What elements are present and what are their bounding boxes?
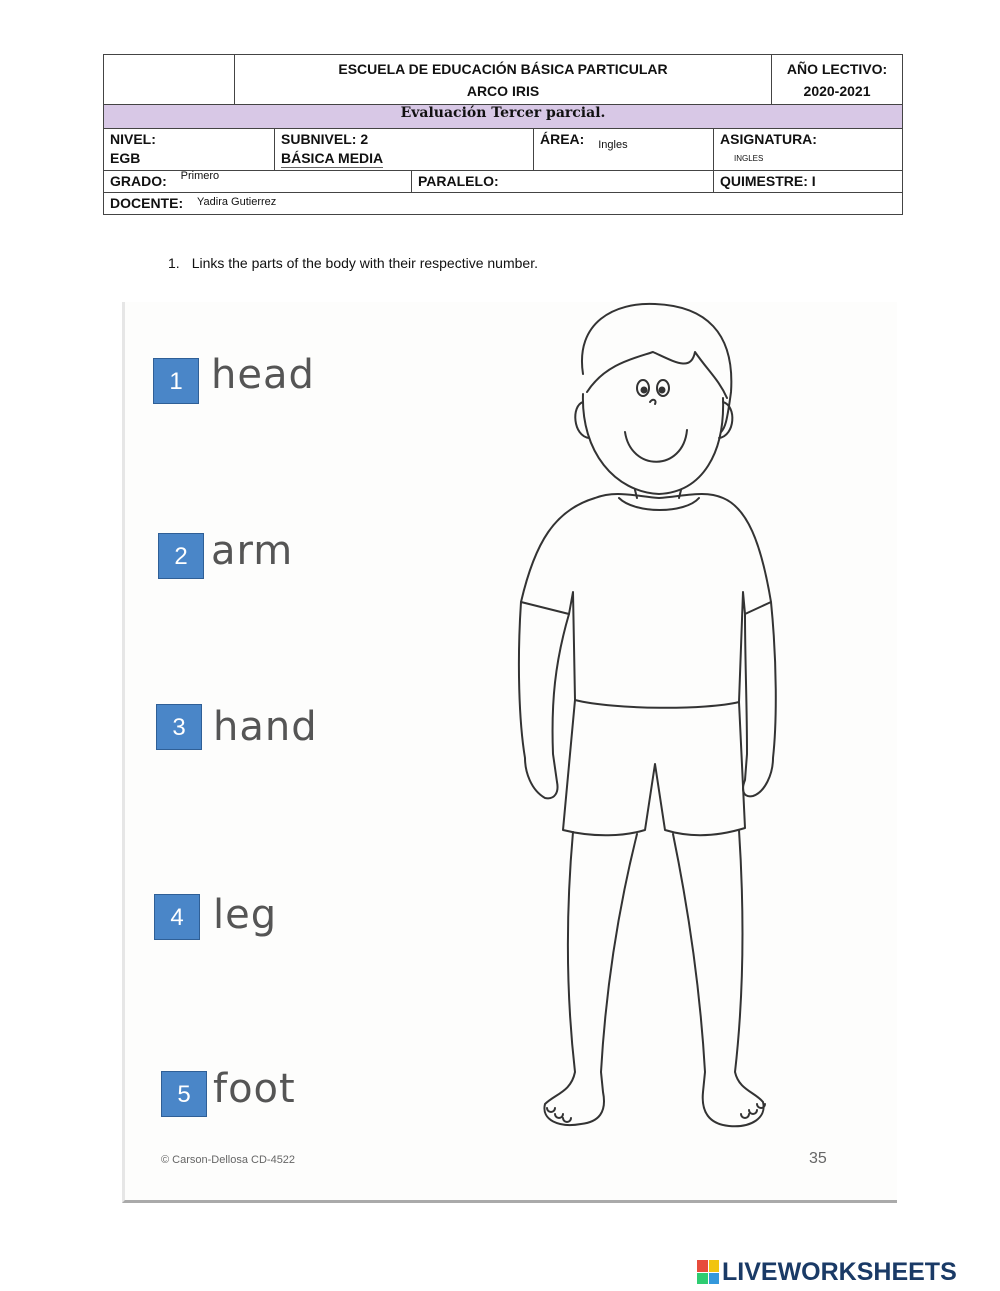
area-label: ÁREA: xyxy=(540,131,585,147)
nose xyxy=(650,400,656,404)
school-line-2: ARCO IRIS xyxy=(466,83,540,99)
docente-label: DOCENTE: xyxy=(110,195,184,211)
mouth xyxy=(625,430,687,462)
number-box-1[interactable]: 1 xyxy=(153,358,199,404)
logo-text: LIVEWORKSHEETS xyxy=(722,1257,957,1286)
subnivel-cell xyxy=(275,129,534,171)
instruction xyxy=(168,255,550,271)
boy-figure xyxy=(495,302,815,1132)
subnivel-label: SUBNIVEL: 2 xyxy=(281,131,369,147)
logo-cell xyxy=(104,55,235,105)
hair xyxy=(582,304,731,432)
head-outline xyxy=(583,394,723,494)
docente-value[interactable]: Yadira Gutierrez xyxy=(197,196,277,208)
paralelo-label: PARALELO: xyxy=(418,173,499,189)
header-table xyxy=(103,54,902,216)
asignatura-value[interactable]: INGLES xyxy=(734,154,764,163)
year-cell xyxy=(772,55,903,105)
logo-square-yellow xyxy=(709,1260,720,1272)
grado-cell xyxy=(104,171,412,193)
year-label: AÑO LECTIVO: xyxy=(786,61,888,77)
instruction-text: Links the parts of the body with their respective number. xyxy=(191,255,538,271)
quimestre-label: QUIMESTRE: I xyxy=(720,173,816,189)
nivel-value: EGB xyxy=(110,150,141,166)
subnivel-value: BÁSICA MEDIA xyxy=(281,150,384,166)
shorts xyxy=(563,700,745,835)
leg-left xyxy=(544,832,637,1125)
grado-label: GRADO: xyxy=(110,173,167,189)
evaluation-title: Evaluación Tercer parcial. xyxy=(104,105,903,129)
word-leg: leg xyxy=(213,892,278,938)
grado-value[interactable]: Primero xyxy=(180,170,220,182)
quimestre-cell xyxy=(714,171,903,193)
page-number: 35 xyxy=(809,1150,827,1167)
area-cell xyxy=(534,129,714,171)
number-box-4[interactable]: 4 xyxy=(154,894,200,940)
instruction-number: 1. xyxy=(168,255,180,271)
logo-square-green xyxy=(697,1273,708,1285)
arm-left xyxy=(519,602,569,798)
asignatura-label: ASIGNATURA: xyxy=(720,131,817,147)
school-line-1: ESCUELA DE EDUCACIÓN BÁSICA PARTICULAR xyxy=(338,61,668,77)
docente-cell xyxy=(104,193,903,215)
t-shirt xyxy=(521,494,771,708)
logo-square-red xyxy=(697,1260,708,1272)
nivel-label: NIVEL: xyxy=(110,131,156,147)
year-value: 2020-2021 xyxy=(803,83,871,99)
logo-square-blue xyxy=(709,1273,720,1285)
school-name xyxy=(235,55,772,105)
asignatura-cell xyxy=(714,129,903,171)
number-box-5[interactable]: 5 xyxy=(161,1071,207,1117)
word-arm: arm xyxy=(211,528,294,574)
number-box-3[interactable]: 3 xyxy=(156,704,202,750)
copyright: © Carson-Dellosa CD-4522 xyxy=(161,1154,296,1166)
word-head: head xyxy=(211,352,315,398)
word-foot: foot xyxy=(213,1066,296,1112)
paralelo-cell xyxy=(412,171,714,193)
nivel-cell xyxy=(104,129,275,171)
worksheet-image xyxy=(122,302,897,1203)
area-value[interactable]: Ingles xyxy=(598,139,628,151)
number-box-2[interactable]: 2 xyxy=(158,533,204,579)
liveworksheets-icon xyxy=(697,1260,719,1284)
arm-right xyxy=(743,602,776,796)
liveworksheets-logo xyxy=(697,1258,957,1286)
leg-right xyxy=(673,830,764,1126)
word-hand: hand xyxy=(213,704,318,750)
